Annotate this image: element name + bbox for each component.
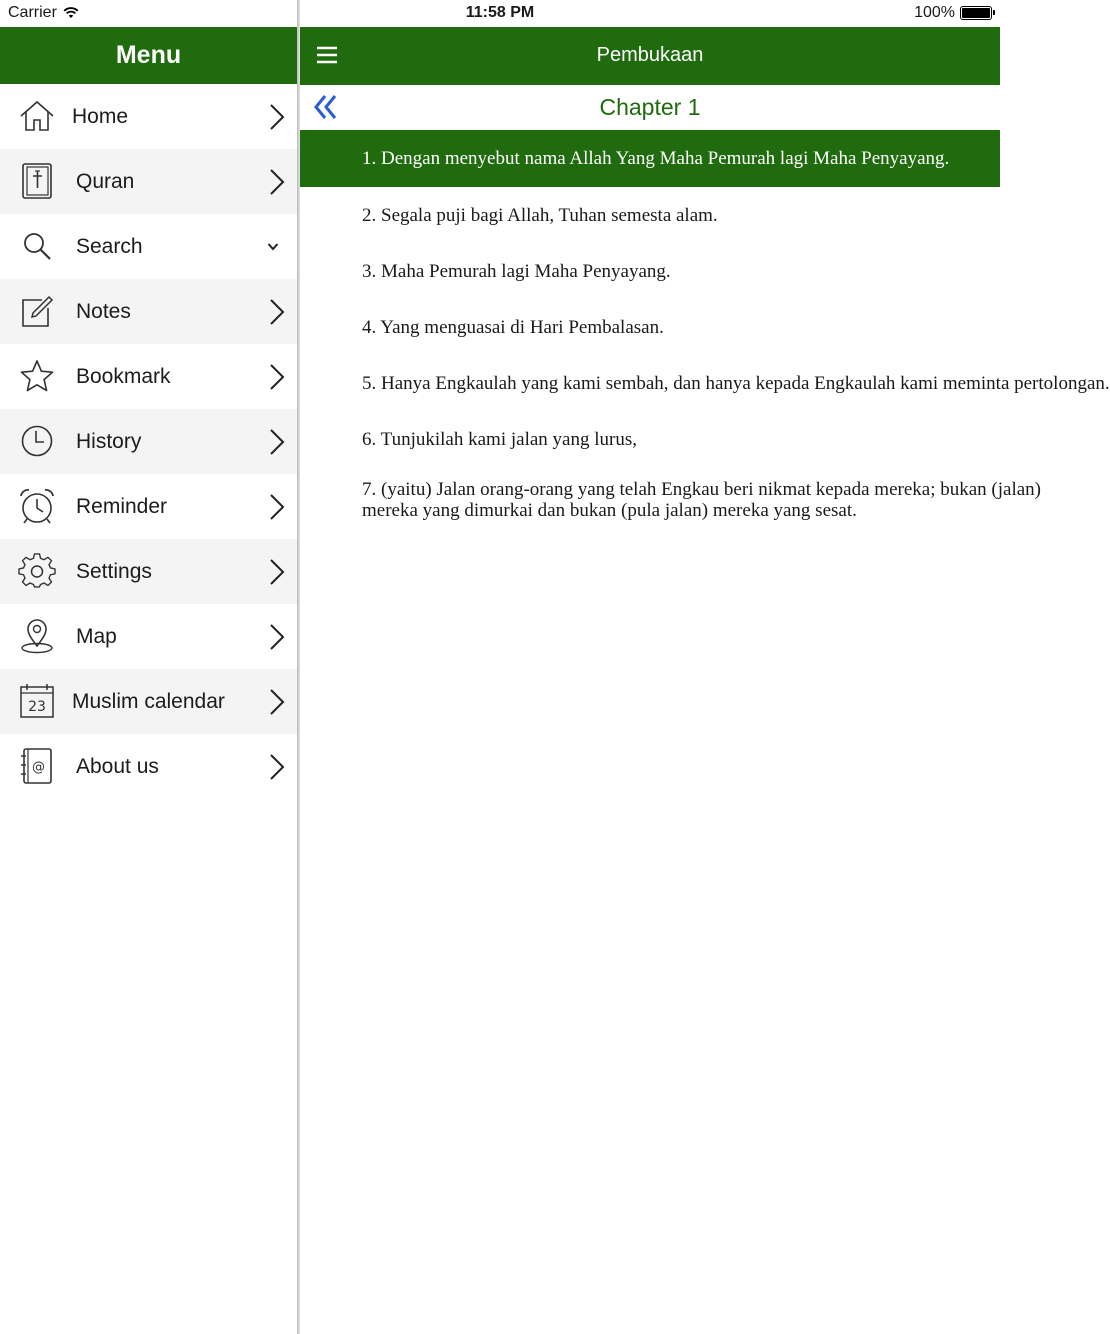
verse-item[interactable] <box>300 243 1000 299</box>
sidebar-item-label: Notes <box>76 299 131 323</box>
chevron-right-icon <box>267 102 287 132</box>
sidebar-menu <box>0 27 297 1334</box>
chevron-right-icon <box>267 492 287 522</box>
verse-text: 4. Yang menguasai di Hari Pembalasan. <box>362 316 664 338</box>
status-bar <box>0 0 1000 27</box>
sidebar-item-label: Reminder <box>76 494 168 518</box>
chevron-right-icon <box>267 167 287 197</box>
chevron-right-icon <box>267 687 287 717</box>
chevron-right-icon <box>267 427 287 457</box>
sidebar-item-reminder[interactable] <box>0 474 297 539</box>
gear-icon <box>18 552 56 590</box>
sidebar-item-search[interactable] <box>0 214 297 279</box>
map-pin-icon <box>18 617 56 655</box>
home-icon <box>18 97 56 135</box>
book-icon <box>18 162 56 200</box>
sidebar-item-home[interactable] <box>0 84 297 149</box>
verse-item[interactable] <box>300 187 1000 243</box>
star-icon <box>18 357 56 395</box>
verse-text: 5. Hanya Engkaulah yang kami sembah, dan hanya kepada Engkaulah kami meminta pertolongan. <box>362 372 1110 394</box>
sidebar-item-label: History <box>76 429 142 453</box>
sidebar-title: Menu <box>115 41 182 69</box>
sidebar-item-muslim-calendar[interactable] <box>0 669 297 734</box>
status-time: 11:58 PM <box>465 4 535 21</box>
sidebar-item-label: Muslim calendar <box>72 689 225 713</box>
sidebar-item-map[interactable] <box>0 604 297 669</box>
chevron-right-icon <box>267 362 287 392</box>
sidebar-item-label: Search <box>76 234 143 258</box>
chevron-right-icon <box>267 752 287 782</box>
verse-text: 1. Dengan menyebut nama Allah Yang Maha Pemurah lagi Maha Penyayang. <box>362 148 950 169</box>
sidebar-item-settings[interactable] <box>0 539 297 604</box>
carrier-label: Carrier <box>8 4 57 21</box>
verse-list <box>300 130 1110 537</box>
nav-bar <box>300 27 1000 85</box>
verse-item[interactable] <box>300 467 1060 537</box>
sidebar-item-label: Quran <box>76 169 135 193</box>
sidebar-item-notes[interactable] <box>0 279 297 344</box>
battery-percent: 100% <box>914 4 955 21</box>
page-title: Pembukaan <box>596 44 704 66</box>
verse-item[interactable] <box>300 411 1000 467</box>
status-right <box>914 4 992 22</box>
chapter-bar <box>300 85 1000 130</box>
battery-fill <box>962 8 990 18</box>
sidebar-item-label: Map <box>76 624 117 648</box>
sidebar-header <box>0 27 297 84</box>
main-content <box>300 27 1110 1334</box>
sidebar-item-label: Bookmark <box>76 364 171 388</box>
verse-text: 2. Segala puji bagi Allah, Tuhan semesta alam. <box>362 204 718 226</box>
sidebar-item-quran[interactable] <box>0 149 297 214</box>
sidebar-item-label: About us <box>76 754 159 778</box>
alarm-clock-icon <box>18 487 56 525</box>
chevron-right-icon <box>267 297 287 327</box>
verse-text: 3. Maha Pemurah lagi Maha Penyayang. <box>362 260 671 282</box>
verse-item[interactable] <box>300 299 1000 355</box>
sidebar-item-label: Home <box>72 104 129 128</box>
at-sign-glyph: @ <box>32 760 45 775</box>
clock-icon <box>18 422 56 460</box>
search-icon <box>18 227 56 265</box>
battery-icon <box>960 6 992 20</box>
chevron-right-icon <box>267 622 287 652</box>
contact-book-icon <box>18 747 56 785</box>
chapter-title: Chapter 1 <box>599 94 701 120</box>
calendar-icon <box>18 682 56 720</box>
sidebar-item-history[interactable] <box>0 409 297 474</box>
verse-text: 7. (yaitu) Jalan orang-orang yang telah Engkau beri nikmat kepada mereka; bukan (jalan) mereka yang dimurkai dan bukan (pula jalan) mereka yang sesat. <box>362 479 1041 521</box>
chevron-down-icon <box>267 242 279 252</box>
sidebar-item-bookmark[interactable] <box>0 344 297 409</box>
sidebar-item-label: Settings <box>76 559 152 583</box>
verse-item[interactable] <box>300 355 1110 411</box>
notes-icon <box>18 292 56 330</box>
verse-item-selected[interactable] <box>300 130 1000 187</box>
chevron-right-icon <box>267 557 287 587</box>
calendar-day-number: 23 <box>28 699 46 715</box>
verse-text: 6. Tunjukilah kami jalan yang lurus, <box>362 428 637 450</box>
sidebar-item-about-us[interactable] <box>0 734 297 799</box>
